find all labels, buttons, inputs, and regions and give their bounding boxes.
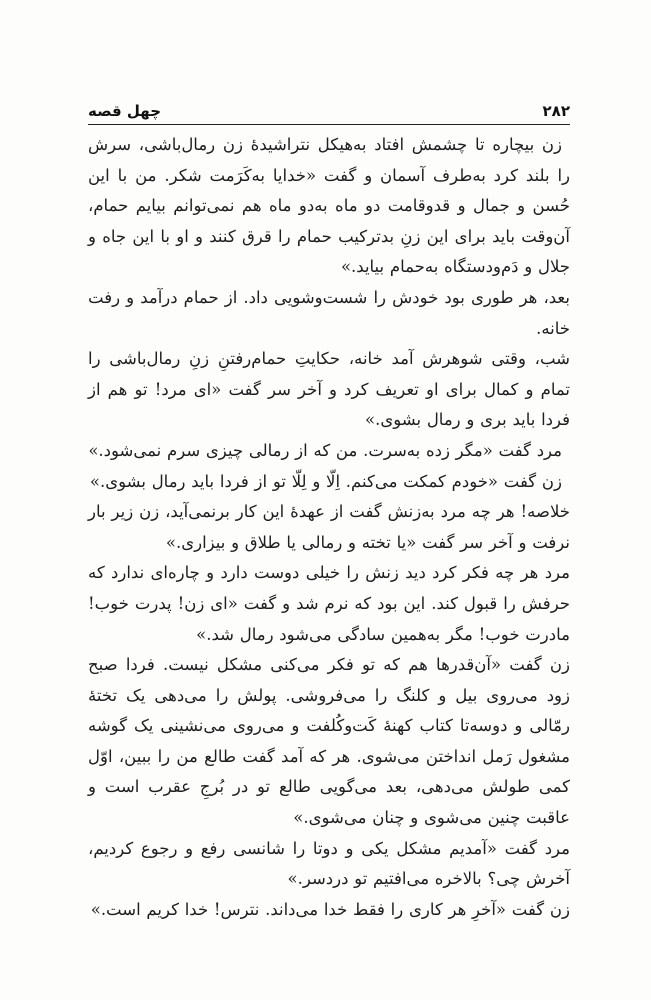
paragraph: بعد، هر طوری بود خودش را شست‌وشویی داد. از حمام درآمد و رفت خانه. [88, 287, 570, 338]
paragraph: شب، وقتی شوهرش آمد خانه، حکایتِ حمام‌رفتنِ زنِ رمال‌باشی را تمام و کمال برای او تعریف کرد و آخر سر گفت «ای مرد! تو هم از فردا باید بری و رمال بشوی.» [88, 349, 570, 430]
paragraph: مرد هر چه فکر کرد دید زنش را خیلی دوست دارد و چاره‌ای ندارد که حرفش را قبول کند. این بود که نرم شد و گفت «ای زن! پدرت خوب! مادرت خوب! مگر به‌همین سادگی می‌شود رمال شد.» [88, 563, 570, 644]
running-header [88, 96, 570, 120]
page-number: ۲۸۲ [542, 102, 570, 120]
story-text [88, 130, 570, 925]
paragraph: مرد گفت «مگر زده به‌سرت. من که از رمالی چیزی سرم نمی‌شود.» [88, 440, 562, 460]
book-title: چهل قصه [88, 102, 162, 120]
paragraph: زن گفت «خودم کمکت می‌کنم. اِلّا و لِلّا تو از فردا باید رمال بشوی.» [89, 471, 562, 491]
header-rule [88, 124, 570, 125]
paragraph: مرد گفت «آمدیم مشکل یکی و دوتا را شانسی رفع و رجوع کردیم، آخرش چی؟ بالاخره می‌افتیم تو دردسر.» [88, 838, 570, 889]
paragraph: زن بیچاره تا چشمش افتاد به‌هیکل نتراشیدهٔ زن رمال‌باشی، سرش را بلند کرد به‌طرف آسمان و گفت «خدایا به‌کَرَمت شکر. من با این حُسن و جمال و قدوقامت دو ماه به‌دو ماه هم نمی‌توانم بیایم حمام، آن‌وقت باید برای این زنِ بدترکیب حمام را قرق کنند و او با این جاه و جلال و دَم‌ودستگاه به‌حمام بیاید.» [88, 135, 570, 277]
paragraph: خلاصه! هر چه مرد به‌زنش گفت از عهدهٔ این کار برنمی‌آید، زن زیر بار نرفت و آخر سر گفت «یا تخته و رمالی یا طلاق و بیزاری.» [88, 502, 570, 552]
paragraph: زن گفت «آن‌قدرها هم که تو فکر می‌کنی مشکل نیست. فردا صبح زود می‌روی بیل و کلنگ را می‌فروشی. پولش را می‌دهی یک تختهٔ رمّالی و دوسه‌تا کتاب کهنهٔ کَت‌وکُلفت و می‌روی می‌نشینی یک گوشه مشغول رَمل انداختن می‌شوی. هر که آمد گفت طالع من را ببین، اوّل کمی طولش می‌دهی، بعد می‌گویی طالع تو در بُرجِ عقرب است و عاقبت چنین می‌شوی و چنان می‌شوی.» [88, 655, 570, 828]
paragraph: زن گفت «آخرِ هر کاری را فقط خدا می‌داند. نترس! خدا کریم است.» [90, 899, 570, 919]
